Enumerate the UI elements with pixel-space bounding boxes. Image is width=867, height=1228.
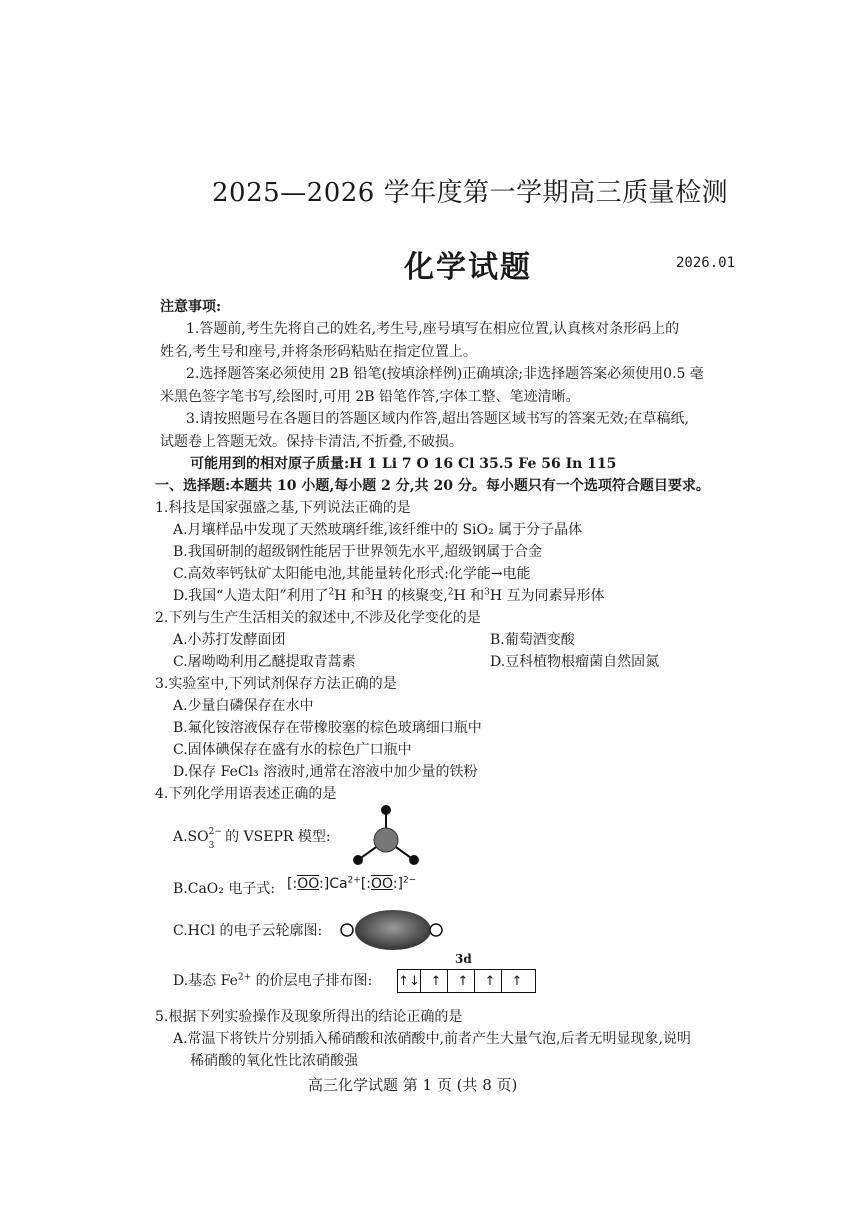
charge-superscript: 2−	[208, 827, 222, 837]
q4-option-a	[173, 826, 331, 851]
q3-option-a: A.少量白磷保存在水中	[173, 698, 314, 714]
q4-option-c: C.HCl 的电子云轮廓图:	[173, 923, 323, 939]
q5-option-a-line2: 稀硝酸的氧化性比浓硝酸强	[190, 1053, 358, 1069]
exam-title: 2025—2026 学年度第一学期高三质量检测	[212, 178, 729, 208]
q4-b-text: B.CaO₂ 电子式:	[173, 881, 276, 897]
orbital-cell: ↑	[479, 970, 502, 992]
notice-item3-line2: 试题卷上答题无效。保持卡清洁,不折叠,不破损。	[160, 434, 463, 450]
oxygen-symbol: O	[371, 876, 383, 892]
q1-stem: 1.科技是国家强盛之基,下列说法正确的是	[155, 500, 411, 516]
q3-option-d: D.保存 FeCl₃ 溶液时,通常在溶液中加少量的铁粉	[173, 764, 478, 780]
orbital-cell: ↑	[452, 970, 475, 992]
cao2-electron-formula: $[:OO:]Ca^{2+}[:OO:]^{2-}$	[287, 875, 417, 892]
q4-d-text: 的价层电子排布图:	[251, 973, 373, 989]
orbital-diagram	[397, 969, 536, 993]
q1-option-a: A.月壤样品中发现了天然玻璃纤维,该纤维中的 SiO₂ 属于分子晶体	[173, 522, 583, 538]
exam-date: 2026.01	[676, 255, 736, 271]
q4-option-d	[173, 970, 372, 992]
orbital-cell: ↑	[511, 973, 523, 989]
q1-d-text: H 的核聚变,	[370, 588, 448, 604]
calcium-charge: 2+	[347, 875, 361, 886]
q3-stem: 3.实验室中,下列试剂保存方法正确的是	[155, 676, 397, 692]
q3-option-c: C.固体碘保存在盛有水的棕色广口瓶中	[173, 742, 412, 758]
q5-stem: 5.根据下列实验操作及现象所得出的结论正确的是	[155, 1009, 463, 1025]
q2-option-a: A.小苏打发酵面团	[173, 632, 286, 648]
isotope-mass-3: 3	[364, 587, 371, 598]
q1-d-text: H 和	[453, 588, 485, 604]
notice-item1-line1: 1.答题前,考生先将自己的姓名,考生号,座号填写在相应位置,认真核对条形码上的	[186, 321, 680, 337]
notice-item3-line1: 3.请按照题号在各题目的答题区域内作答,超出答题区域书写的答案无效;在草稿纸,	[186, 411, 689, 427]
oxygen-symbol: O	[308, 876, 319, 892]
calcium-symbol: Ca	[329, 876, 348, 892]
orbital-cell: ↑↓	[398, 970, 421, 992]
q2-option-b: B.葡萄酒变酸	[490, 632, 575, 648]
q1-d-text: H 互为同素异形体	[489, 588, 605, 604]
q4-stem: 4.下列化学用语表述正确的是	[155, 786, 337, 802]
q5-option-a-line1: A.常温下将铁片分别插入稀硝酸和浓硝酸中,前者产生大量气泡,后者无明显现象,说明	[173, 1031, 691, 1047]
peroxide-charge: 2−	[403, 875, 417, 886]
hcl-electron-cloud-diagram	[338, 906, 444, 954]
q4-a-text: A.SO	[173, 829, 209, 845]
vsepr-model-diagram	[346, 800, 426, 870]
isotope-mass-2: 2	[328, 587, 335, 598]
notice-item1-line2: 姓名,考生号和座号,并将条形码粘贴在指定位置上。	[160, 344, 477, 360]
isotope-mass-3: 3	[484, 587, 490, 598]
orbital-cell: ↑	[425, 970, 448, 992]
q1-option-b: B.我国研制的超级钢性能居于世界领先水平,超级钢属于合金	[173, 544, 543, 560]
orbital-label: 3d	[455, 952, 472, 966]
ion-charge: 2+	[237, 972, 252, 983]
oxygen-symbol: O	[297, 876, 309, 892]
q1-option-d	[173, 585, 605, 607]
q4-option-b	[173, 878, 275, 900]
oxygen-symbol: O	[382, 876, 393, 892]
q4-a-text: 的 VSEPR 模型:	[220, 829, 331, 845]
q1-d-text: D.我国“人造太阳”利用了	[173, 588, 329, 604]
q2-stem: 2.下列与生产生活相关的叙述中,不涉及化学变化的是	[155, 610, 481, 626]
notice-item2-line2: 米黑色签字笔书写,绘图时,可用 2B 铅笔作答,字体工整、笔迹清晰。	[160, 389, 580, 405]
exam-subject-title: 化学试题	[404, 250, 532, 285]
atomic-mass-line: 可能用到的相对原子质量:H 1 Li 7 O 16 Cl 35.5 Fe 56 In 115	[190, 456, 617, 472]
section1-heading: 一、选择题:本题共 10 小题,每小题 2 分,共 20 分。每小题只有一个选项符合题目要求。	[155, 478, 710, 494]
q2-option-d: D.豆科植物根瘤菌自然固氮	[490, 654, 660, 670]
notice-heading: 注意事项:	[160, 299, 222, 315]
q1-d-text: H 和	[334, 588, 365, 604]
page-footer: 高三化学试题 第 1 页 (共 8 页)	[308, 1076, 518, 1094]
q3-option-b: B.氟化铵溶液保存在带橡胶塞的棕色玻璃细口瓶中	[173, 720, 482, 736]
q1-option-c: C.高效率钙钛矿太阳能电池,其能量转化形式:化学能→电能	[173, 566, 531, 582]
isotope-mass-2: 2	[447, 587, 454, 598]
atom-count-subscript: 3	[208, 841, 215, 851]
q4-d-text: D.基态 Fe	[173, 973, 238, 989]
q2-option-c: C.屠呦呦利用乙醚提取青蒿素	[173, 654, 356, 670]
notice-item2-line1: 2.选择题答案必须使用 2B 铅笔(按填涂样例)正确填涂;非选择题答案必须使用0.5 毫	[186, 366, 704, 382]
